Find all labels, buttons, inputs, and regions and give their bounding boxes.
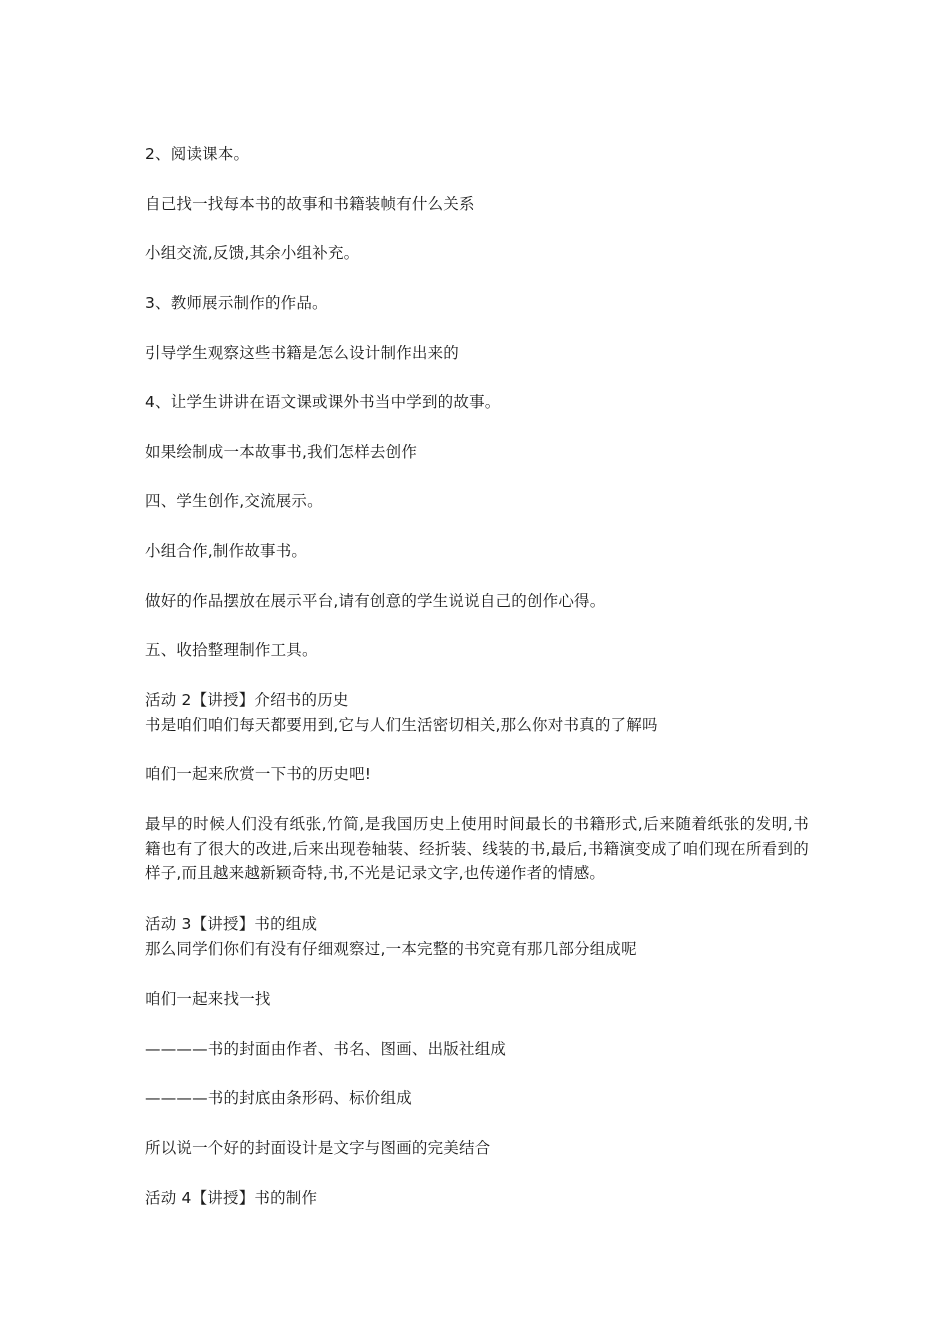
activity-heading: 活动 3【讲授】书的组成 bbox=[145, 915, 318, 933]
text-line: ————书的封面由作者、书名、图画、出版社组成 bbox=[145, 1040, 507, 1058]
section-heading: 四、学生创作,交流展示。 bbox=[145, 492, 323, 510]
text-line: 所以说一个好的封面设计是文字与图画的完美结合 bbox=[145, 1139, 491, 1157]
text-line: 小组合作,制作故事书。 bbox=[145, 542, 308, 560]
text-line: 书是咱们咱们每天都要用到,它与人们生活密切相关,那么你对书真的了解吗 bbox=[145, 716, 658, 734]
text-line: 自己找一找每本书的故事和书籍装帧有什么关系 bbox=[145, 195, 475, 213]
text-line: 咱们一起来找一找 bbox=[145, 990, 271, 1008]
activity-heading: 活动 2【讲授】介绍书的历史 bbox=[145, 691, 349, 709]
text-line: 2、阅读课本。 bbox=[145, 145, 250, 163]
text-line: 如果绘制成一本故事书,我们怎样去创作 bbox=[145, 443, 418, 461]
text-line: 咱们一起来欣赏一下书的历史吧! bbox=[145, 765, 372, 783]
text-line: 引导学生观察这些书籍是怎么设计制作出来的 bbox=[145, 344, 460, 362]
text-line: 3、教师展示制作的作品。 bbox=[145, 294, 328, 312]
text-line: 那么同学们你们有没有仔细观察过,一本完整的书究竟有那几部分组成呢 bbox=[145, 940, 637, 958]
text-line: ————书的封底由条形码、标价组成 bbox=[145, 1089, 412, 1107]
paragraph: 最早的时候人们没有纸张,竹简,是我国历史上使用时间最长的书籍形式,后来随着纸张的发明,书籍也有了很大的改进,后来出现卷轴装、经折装、线装的书,最后,书籍演变成了咱们现在所看到的样子,而且越来越新颖奇特,书,不光是记录文字,也传递作者的情感。 bbox=[145, 815, 809, 882]
text-line: 小组交流,反馈,其余小组补充。 bbox=[145, 244, 360, 262]
text-line: 做好的作品摆放在展示平台,请有创意的学生说说自己的创作心得。 bbox=[145, 592, 606, 610]
activity-heading: 活动 4【讲授】书的制作 bbox=[145, 1189, 318, 1207]
text-line: 4、让学生讲讲在语文课或课外书当中学到的故事。 bbox=[145, 393, 501, 411]
section-heading: 五、收拾整理制作工具。 bbox=[145, 641, 318, 659]
